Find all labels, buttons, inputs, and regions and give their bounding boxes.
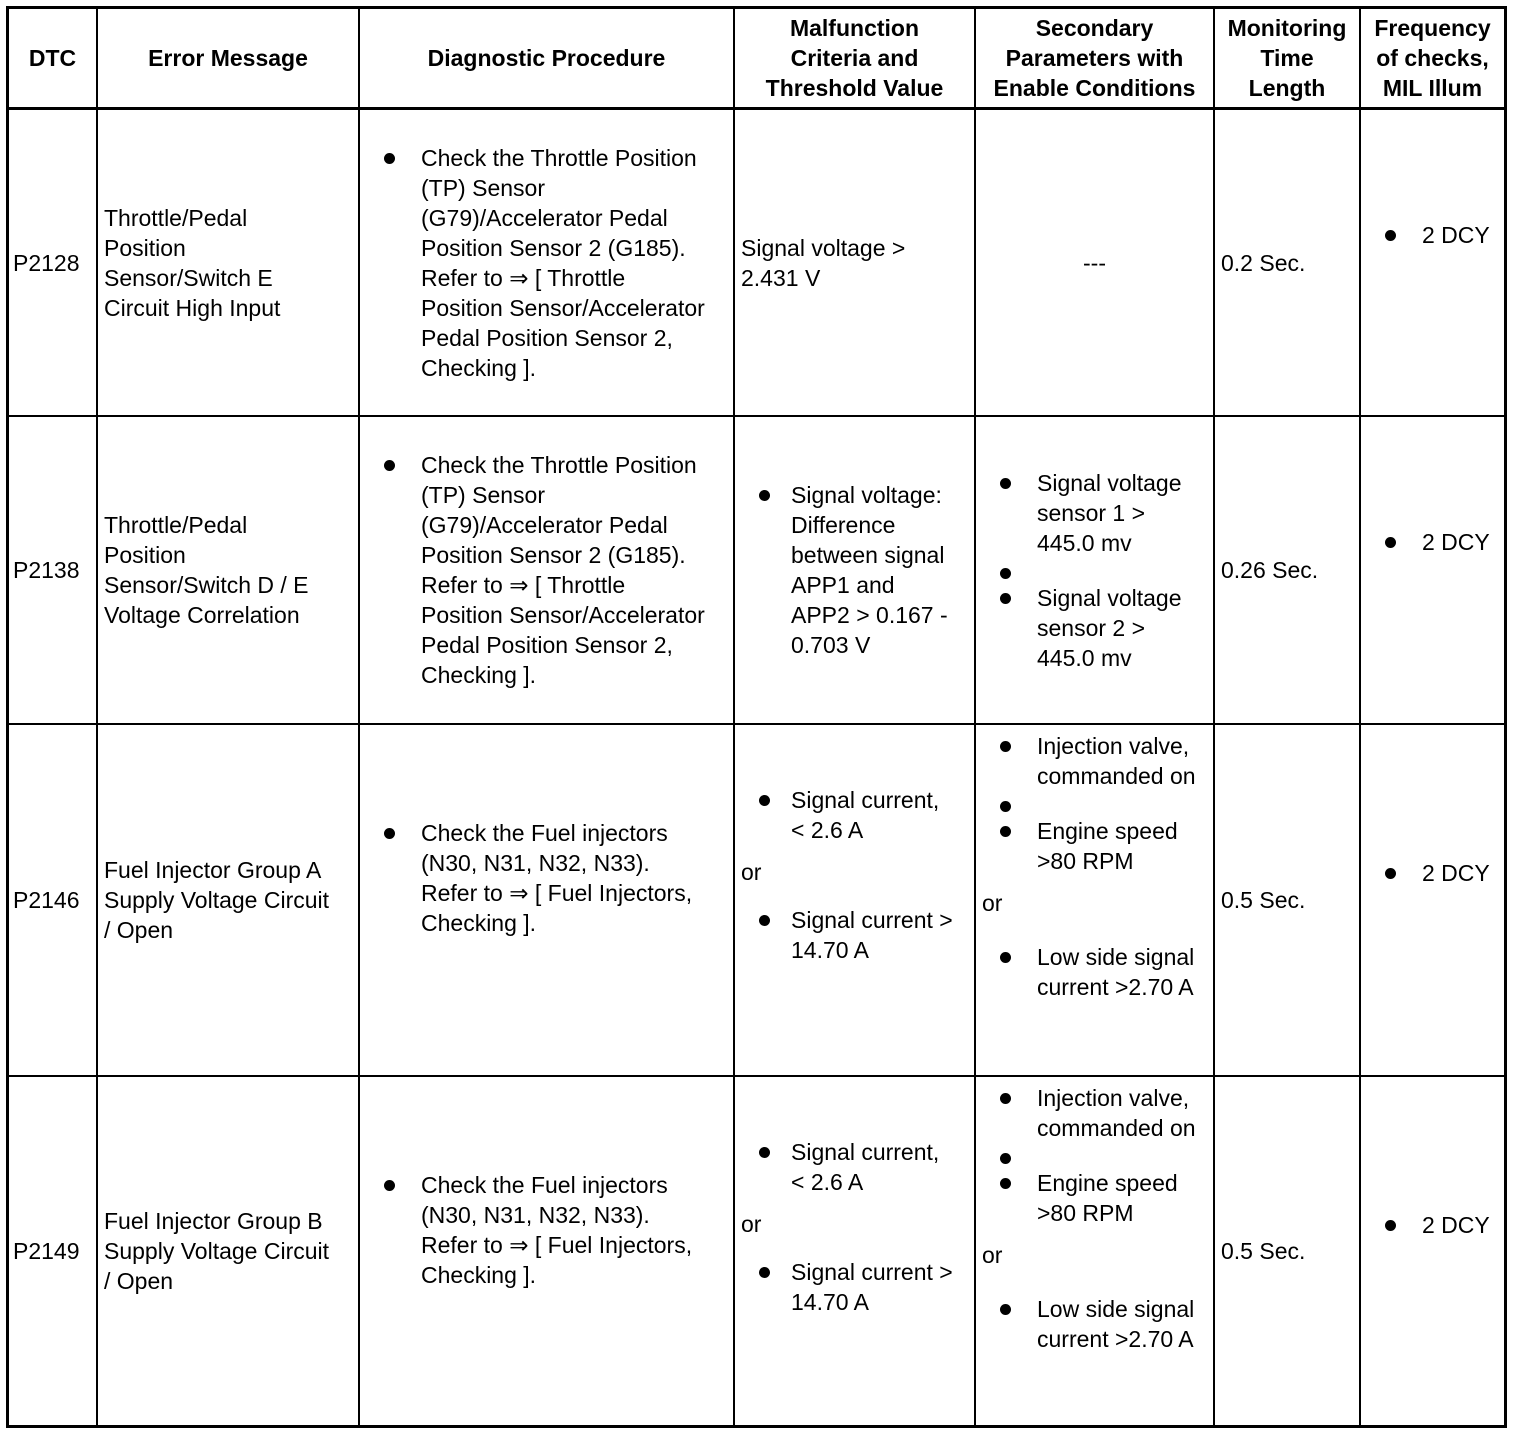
monitoring-time: 0.2 Sec.	[1221, 249, 1306, 276]
table-row-p2146-malfunction	[735, 725, 974, 1025]
secondary-line: 445.0 mv	[1037, 644, 1132, 671]
malfunction-line: APP2 > 0.167 -	[791, 602, 948, 628]
malfunction-line: < 2.6 A	[791, 1169, 864, 1195]
malfunction-line: Signal voltage >	[741, 234, 906, 261]
malfunction-line: 2.431 V	[741, 264, 821, 291]
procedure-line: Pedal Position Sensor 2,	[421, 324, 673, 351]
secondary-line: Low side signal	[1037, 944, 1195, 970]
error-line: Throttle/Pedal	[104, 204, 248, 231]
malfunction-bullet	[741, 480, 968, 660]
table-row-p2146-frequency	[1361, 725, 1504, 1020]
frequency-bullet	[1367, 527, 1498, 557]
header-procedure-label: Diagnostic Procedure	[427, 45, 666, 71]
secondary-line: 445.0 mv	[1037, 529, 1132, 556]
header-error-label: Error Message	[148, 45, 308, 71]
or-separator: or	[741, 859, 762, 885]
procedure-line: (TP) Sensor	[421, 174, 545, 201]
header-diagnostic-procedure	[360, 9, 733, 107]
spacer	[982, 558, 1207, 583]
dtc-table	[6, 6, 1507, 1428]
table-row-p2149-procedure	[360, 1077, 733, 1382]
error-line: Circuit High Input	[104, 294, 281, 321]
procedure-line: Check the Throttle Position	[421, 144, 697, 171]
malfunction-line: 14.70 A	[791, 1289, 870, 1315]
malfunction-line: Signal current,	[791, 787, 940, 813]
error-line: Sensor/Switch D / E	[104, 572, 309, 598]
malfunction-line: 14.70 A	[791, 937, 870, 963]
procedure-line: Refer to ⇒ [ Fuel Injectors,	[421, 1231, 693, 1258]
frequency-value: 2 DCY	[1422, 1211, 1490, 1238]
table-row-p2149-monitoring	[1215, 1077, 1359, 1425]
error-line: / Open	[104, 917, 174, 943]
procedure-line: (G79)/Accelerator Pedal	[421, 512, 668, 538]
malfunction-bullet	[741, 1137, 968, 1197]
table-row-p2146-monitoring	[1215, 725, 1359, 1075]
malfunction-line: Signal current >	[791, 1259, 953, 1285]
procedure-bullet	[366, 818, 727, 938]
header-text-line: Monitoring	[1227, 15, 1347, 41]
malfunction-line: Signal voltage:	[791, 482, 942, 508]
spacer	[982, 791, 1207, 816]
header-text-line: Time	[1260, 45, 1314, 71]
or-separator: or	[982, 890, 1003, 916]
malfunction-line: Difference	[791, 512, 896, 538]
procedure-line: Checking ].	[421, 909, 537, 936]
malfunction-bullet	[741, 1257, 968, 1317]
secondary-line: Signal voltage	[1037, 469, 1182, 496]
spacer	[982, 1143, 1207, 1168]
dtc-code: P2128	[13, 249, 80, 276]
secondary-line: current >2.70 A	[1037, 1326, 1194, 1352]
monitoring-time: 0.26 Sec.	[1221, 557, 1319, 583]
procedure-line: Position Sensor/Accelerator	[421, 294, 705, 321]
malfunction-line: 0.703 V	[791, 632, 871, 658]
dtc-code: P2149	[13, 1238, 80, 1264]
error-line: Fuel Injector Group B	[104, 1208, 323, 1234]
header-frequency	[1361, 9, 1504, 107]
procedure-line: (G79)/Accelerator Pedal	[421, 204, 668, 231]
procedure-line: Check the Fuel injectors	[421, 1171, 668, 1198]
table-row-p2146-error	[98, 725, 358, 1075]
secondary-line: Injection valve,	[1037, 1085, 1190, 1111]
table-row-p2138-dtc	[9, 417, 96, 723]
header-text-line: Frequency	[1374, 15, 1491, 41]
secondary-bullet	[982, 1083, 1207, 1143]
table-row-p2149-malfunction	[735, 1077, 974, 1377]
procedure-line: Refer to ⇒ [ Throttle	[421, 572, 626, 598]
table-row-p2128-secondary	[976, 110, 1213, 415]
procedure-line: Position Sensor/Accelerator	[421, 602, 705, 628]
header-dtc	[9, 9, 96, 107]
procedure-line: (N30, N31, N32, N33).	[421, 849, 650, 876]
frequency-bullet	[1367, 220, 1498, 250]
secondary-line: >80 RPM	[1037, 1200, 1134, 1226]
table-row-p2128-malfunction	[735, 110, 974, 415]
table-row-p2128-frequency	[1361, 110, 1504, 360]
secondary-bullet	[982, 816, 1207, 876]
secondary-bullet	[982, 468, 1207, 558]
frequency-bullet	[1367, 858, 1498, 888]
dtc-code: P2138	[13, 557, 80, 583]
secondary-line: Engine speed	[1037, 1170, 1178, 1196]
procedure-bullet	[366, 450, 727, 690]
header-text-line: Malfunction	[789, 15, 920, 41]
malfunction-bullet	[741, 905, 968, 965]
table-row-p2128-monitoring	[1215, 110, 1359, 415]
malfunction-line: < 2.6 A	[791, 817, 864, 843]
header-text-line: of checks,	[1376, 45, 1489, 71]
monitoring-time: 0.5 Sec.	[1221, 887, 1306, 913]
table-row-p2138-malfunction	[735, 417, 974, 723]
frequency-value: 2 DCY	[1422, 529, 1490, 555]
procedure-line: Refer to ⇒ [ Fuel Injectors,	[421, 879, 693, 906]
secondary-line: commanded on	[1037, 1115, 1196, 1141]
secondary-line: commanded on	[1037, 763, 1196, 789]
table-row-p2149-frequency	[1361, 1077, 1504, 1372]
secondary-line: current >2.70 A	[1037, 974, 1194, 1000]
table-row-p2128-procedure	[360, 110, 733, 415]
procedure-line: Checking ].	[421, 1261, 537, 1288]
secondary-bullet	[982, 731, 1207, 791]
error-line: Sensor/Switch E	[104, 264, 273, 291]
table-row-p2146-procedure	[360, 725, 733, 1030]
procedure-line: (TP) Sensor	[421, 482, 545, 508]
error-line: Position	[104, 234, 186, 261]
procedure-bullet	[366, 143, 727, 383]
or-separator: or	[982, 1242, 1003, 1268]
table-row-p2138-procedure	[360, 417, 733, 723]
secondary-bullet	[982, 583, 1207, 673]
procedure-line: Position Sensor 2 (G185).	[421, 234, 686, 261]
secondary-line: sensor 1 >	[1037, 499, 1146, 526]
secondary-line: Low side signal	[1037, 1296, 1195, 1322]
table-row-p2138-monitoring	[1215, 417, 1359, 723]
table-row-p2138-error	[98, 417, 358, 723]
error-line: / Open	[104, 1268, 174, 1294]
procedure-line: Checking ].	[421, 354, 537, 381]
header-malfunction-criteria	[735, 9, 974, 107]
secondary-line: Signal voltage	[1037, 584, 1182, 611]
procedure-bullet	[366, 1170, 727, 1290]
procedure-line: (N30, N31, N32, N33).	[421, 1201, 650, 1228]
error-line: Throttle/Pedal	[104, 512, 248, 538]
header-error-message	[98, 9, 358, 107]
frequency-value: 2 DCY	[1422, 859, 1490, 886]
header-text-line: Enable Conditions	[993, 75, 1196, 101]
header-text-line: Length	[1248, 75, 1326, 101]
monitoring-time: 0.5 Sec.	[1221, 1238, 1306, 1264]
header-secondary-parameters	[976, 9, 1213, 107]
header-text-line: Parameters with	[1005, 45, 1184, 71]
table-row-p2138-secondary	[976, 417, 1213, 723]
malfunction-line: Signal current >	[791, 907, 953, 933]
or-separator: or	[741, 1211, 762, 1237]
error-line: Supply Voltage Circuit	[104, 887, 330, 913]
secondary-line: Injection valve,	[1037, 733, 1190, 759]
error-line: Voltage Correlation	[104, 602, 300, 628]
header-text-line: Criteria and	[790, 45, 919, 71]
table-row-p2149-secondary	[976, 1077, 1213, 1425]
secondary-bullet	[982, 1168, 1207, 1228]
secondary-line: Engine speed	[1037, 818, 1178, 844]
secondary-line: sensor 2 >	[1037, 614, 1146, 641]
malfunction-line: between signal	[791, 542, 945, 568]
malfunction-line: Signal current,	[791, 1139, 940, 1165]
secondary-none: ---	[1083, 249, 1106, 276]
header-text-line: MIL Illum	[1382, 75, 1483, 101]
header-dtc-label: DTC	[28, 45, 77, 71]
table-row-p2128-dtc	[9, 110, 96, 415]
dtc-code: P2146	[13, 887, 80, 913]
error-line: Position	[104, 542, 186, 568]
header-text-line: Secondary	[1035, 15, 1154, 41]
malfunction-line: APP1 and	[791, 572, 895, 598]
procedure-line: Checking ].	[421, 662, 537, 688]
procedure-line: Check the Throttle Position	[421, 452, 697, 478]
header-monitoring-time	[1215, 9, 1359, 107]
procedure-line: Refer to ⇒ [ Throttle	[421, 264, 626, 291]
table-row-p2149-dtc	[9, 1077, 96, 1425]
secondary-bullet	[982, 942, 1207, 1002]
error-line: Fuel Injector Group A	[104, 857, 322, 883]
table-row-p2128-error	[98, 110, 358, 415]
malfunction-bullet	[741, 785, 968, 845]
table-row-p2146-secondary	[976, 725, 1213, 1075]
procedure-line: Pedal Position Sensor 2,	[421, 632, 673, 658]
frequency-value: 2 DCY	[1422, 222, 1490, 248]
table-row-p2138-frequency	[1361, 417, 1504, 667]
procedure-line: Check the Fuel injectors	[421, 819, 668, 846]
error-line: Supply Voltage Circuit	[104, 1238, 330, 1264]
secondary-bullet	[982, 1294, 1207, 1354]
secondary-line: >80 RPM	[1037, 848, 1134, 874]
table-row-p2149-error	[98, 1077, 358, 1425]
table-row-p2146-dtc	[9, 725, 96, 1075]
frequency-bullet	[1367, 1210, 1498, 1240]
procedure-line: Position Sensor 2 (G185).	[421, 542, 686, 568]
header-text-line: Threshold Value	[765, 75, 944, 101]
